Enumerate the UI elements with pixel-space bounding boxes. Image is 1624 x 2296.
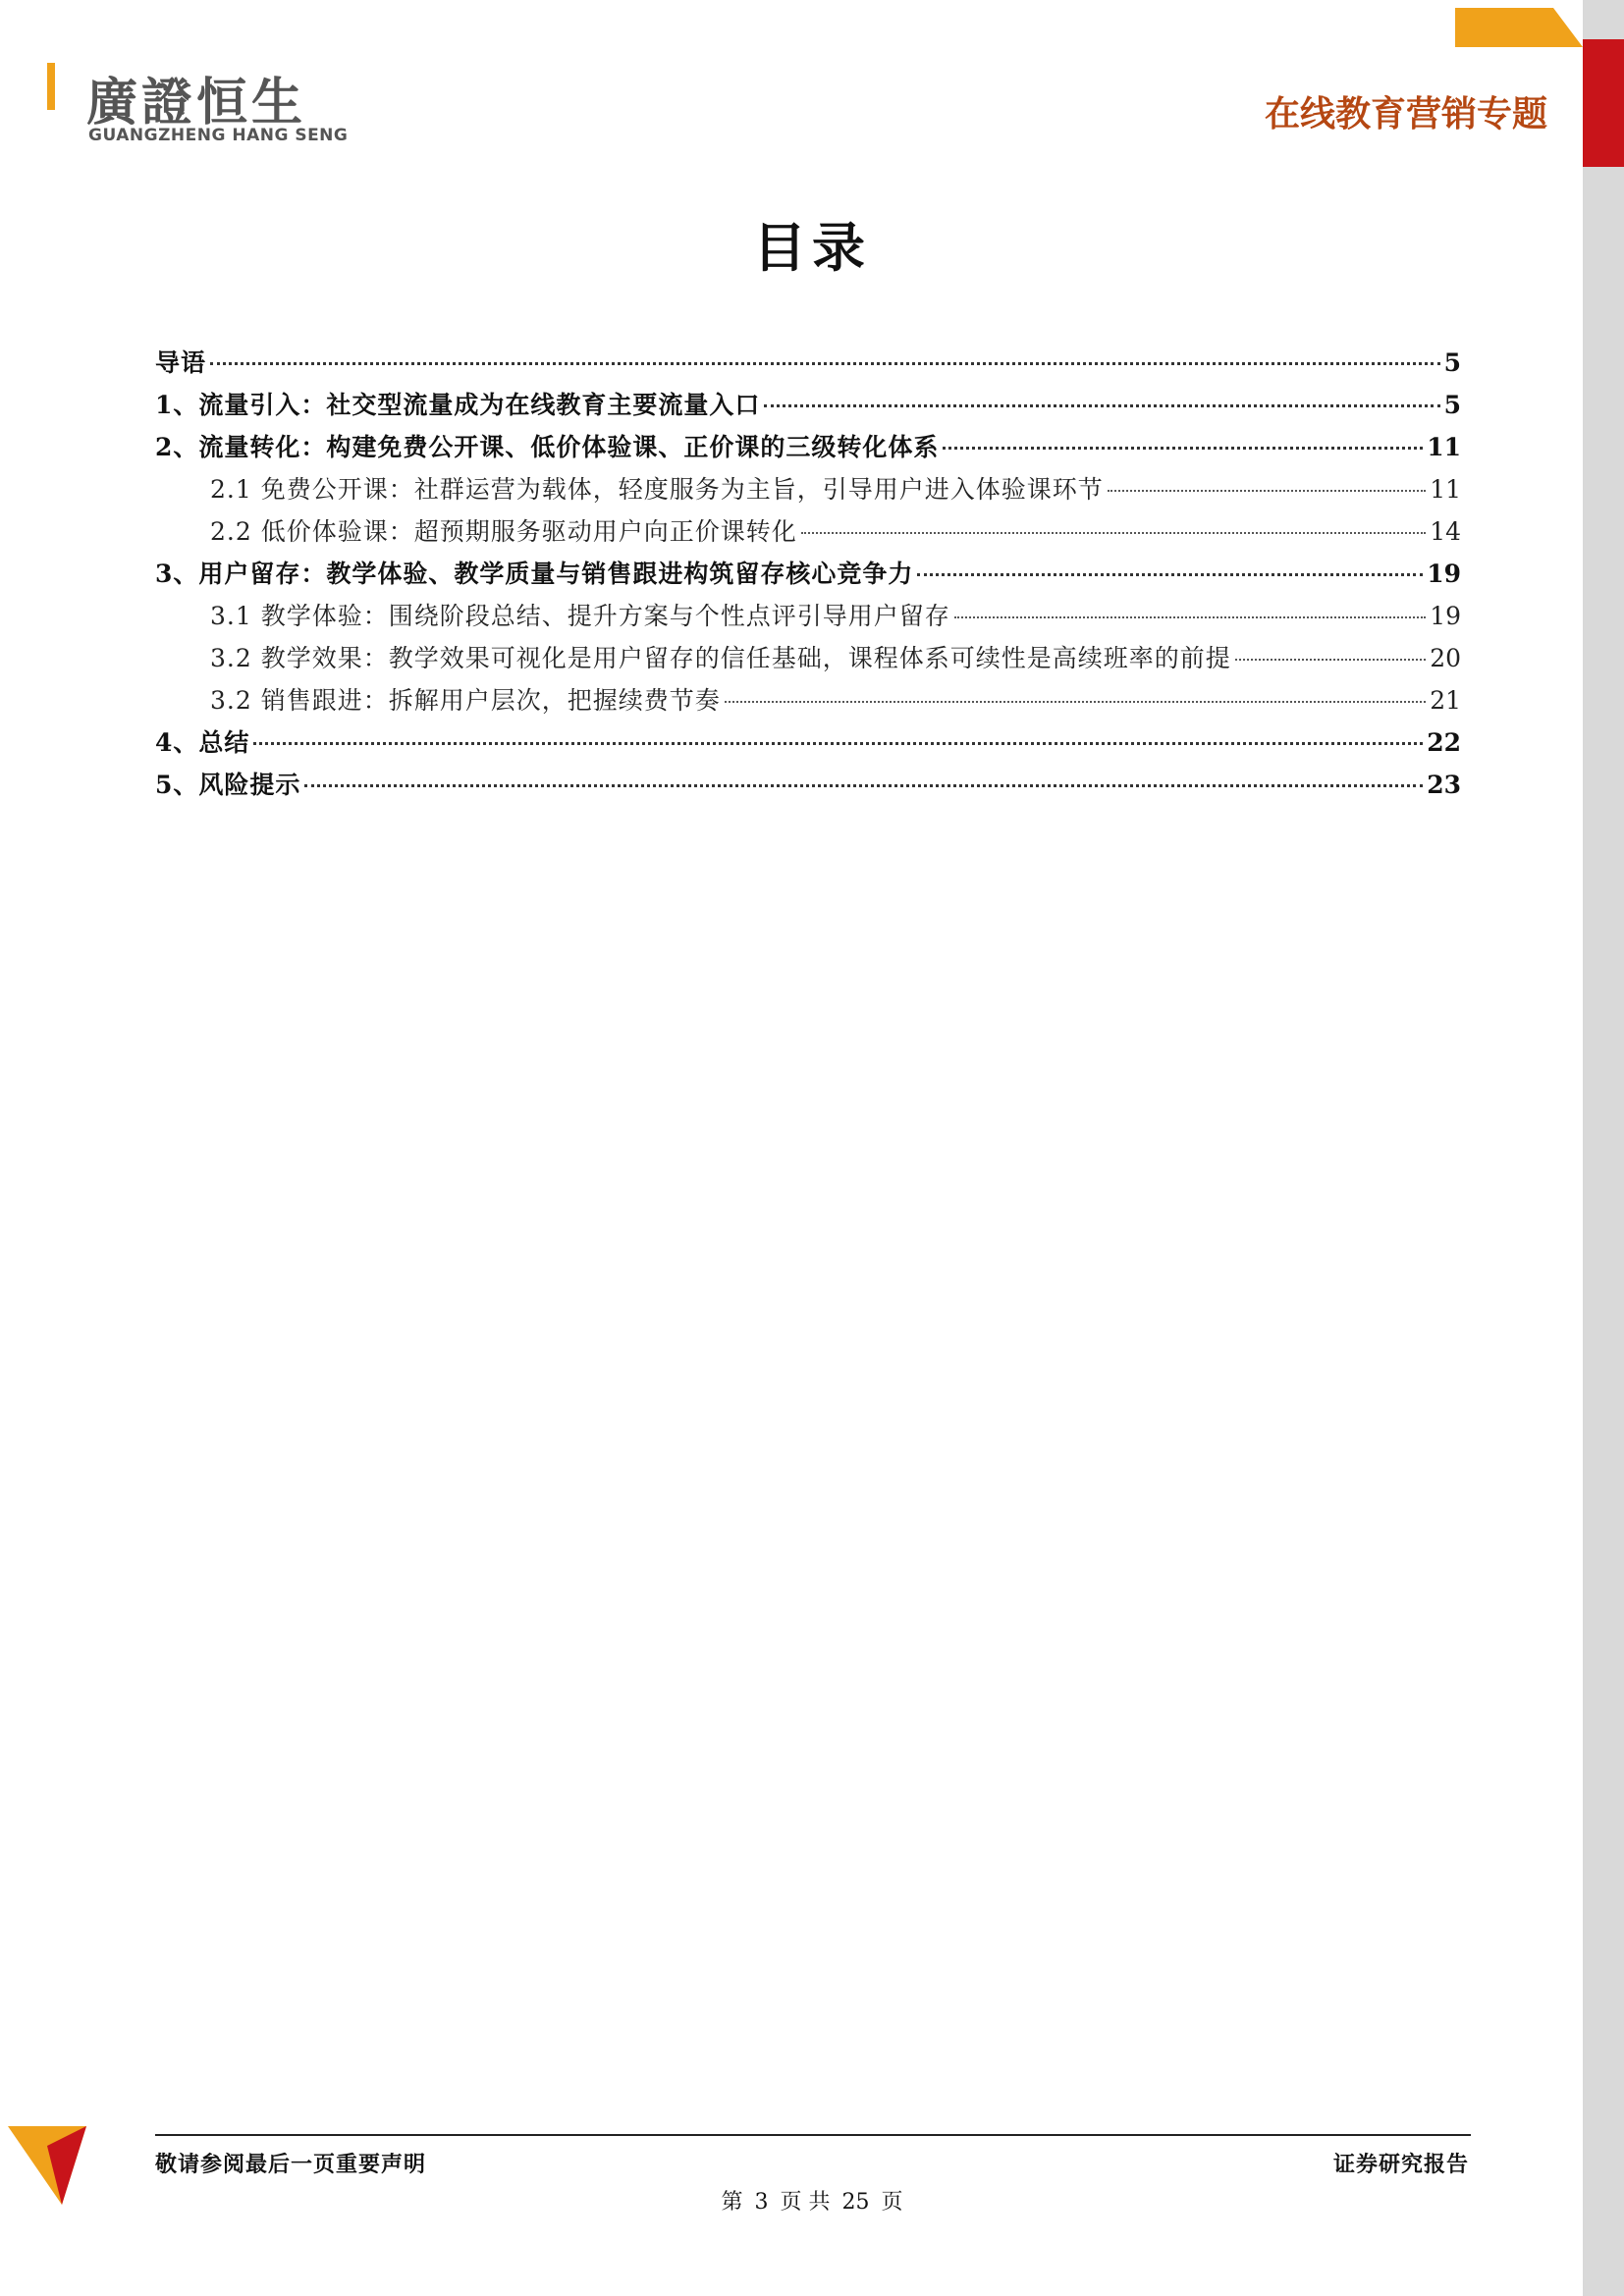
toc-entry[interactable]: [155, 470, 1461, 512]
toc-entry-title: 3.1 教学体验：围绕阶段总结、提升方案与个性点评引导用户留存: [210, 602, 950, 630]
toc-dot-leader: [801, 532, 1426, 534]
toc-entry[interactable]: [155, 428, 1461, 470]
toc-entry[interactable]: [155, 723, 1461, 766]
footer-page-number: [0, 2185, 1624, 2216]
page-current: 3: [754, 2190, 769, 2215]
table-of-contents: [155, 344, 1461, 808]
toc-entry-page: 19: [1430, 602, 1461, 630]
right-side-bar: [1583, 0, 1624, 2296]
toc-entry[interactable]: [155, 555, 1461, 597]
brand-name-cn: 廣證恒生: [86, 74, 307, 133]
toc-entry[interactable]: [155, 386, 1461, 428]
toc-entry-title: 1、流量引入：社交型流量成为在线教育主要流量入口: [155, 391, 761, 419]
toc-entry-title: 2.2 低价体验课：超预期服务驱动用户向正价课转化: [210, 517, 797, 546]
toc-entry[interactable]: [155, 681, 1461, 723]
toc-entry-page: 19: [1427, 560, 1461, 588]
toc-dot-leader: [1235, 659, 1426, 661]
toc-entry-page: 5: [1443, 348, 1461, 377]
toc-entry-title: 5、风险提示: [155, 771, 301, 799]
footer-divider: [155, 2134, 1471, 2136]
toc-entry-page: 21: [1430, 686, 1461, 715]
toc-entry-page: 20: [1430, 644, 1461, 672]
toc-dot-leader: [304, 784, 1423, 787]
toc-entry-title: 导语: [155, 348, 207, 377]
report-topic: 在线教育营销专题: [1264, 94, 1547, 134]
brand-name-en: GUANGZHENG HANG SENG: [88, 126, 349, 145]
toc-entry-page: 14: [1430, 517, 1461, 546]
toc-entry[interactable]: [155, 344, 1461, 386]
toc-entry-page: 11: [1430, 475, 1461, 504]
toc-entry[interactable]: [155, 597, 1461, 639]
toc-entry[interactable]: [155, 766, 1461, 808]
page-title: 目录: [753, 216, 871, 279]
toc-entry-title: 3、用户留存：教学体验、教学质量与销售跟进构筑留存核心竞争力: [155, 560, 914, 588]
toc-dot-leader: [943, 447, 1423, 450]
toc-dot-leader: [954, 616, 1426, 618]
toc-entry-title: 3.2 销售跟进：拆解用户层次，把握续费节奏: [210, 686, 721, 715]
toc-entry-page: 23: [1427, 771, 1461, 799]
footer-disclaimer-notice: 敬请参阅最后一页重要声明: [155, 2152, 427, 2177]
toc-dot-leader: [917, 573, 1423, 576]
toc-dot-leader: [210, 362, 1440, 365]
right-side-bar-red-accent: [1583, 39, 1624, 167]
header-corner-tab: [1455, 8, 1583, 47]
toc-entry-title: 2.1 免费公开课：社群运营为载体，轻度服务为主旨，引导用户进入体验课环节: [210, 475, 1104, 504]
toc-entry-title: 2、流量转化：构建免费公开课、低价体验课、正价课的三级转化体系: [155, 433, 940, 461]
logo-mark-icon: [47, 63, 55, 110]
toc-entry-page: 5: [1443, 391, 1461, 419]
page-label-prefix: 第: [721, 2190, 743, 2215]
toc-entry[interactable]: [155, 639, 1461, 681]
toc-dot-leader: [1108, 490, 1426, 492]
page-label-suffix: 页: [881, 2190, 903, 2215]
toc-dot-leader: [764, 404, 1439, 407]
toc-entry-page: 11: [1427, 433, 1461, 461]
page-label-mid: 页 共: [780, 2190, 831, 2215]
footer-report-type: 证券研究报告: [1332, 2152, 1469, 2177]
toc-entry[interactable]: [155, 512, 1461, 555]
toc-entry-title: 3.2 教学效果：教学效果可视化是用户留存的信任基础，课程体系可续性是高续班率的前提: [210, 644, 1231, 672]
toc-dot-leader: [253, 742, 1423, 745]
toc-entry-page: 22: [1427, 728, 1461, 757]
page-total: 25: [841, 2190, 870, 2215]
toc-entry-title: 4、总结: [155, 728, 250, 757]
toc-dot-leader: [725, 701, 1426, 703]
